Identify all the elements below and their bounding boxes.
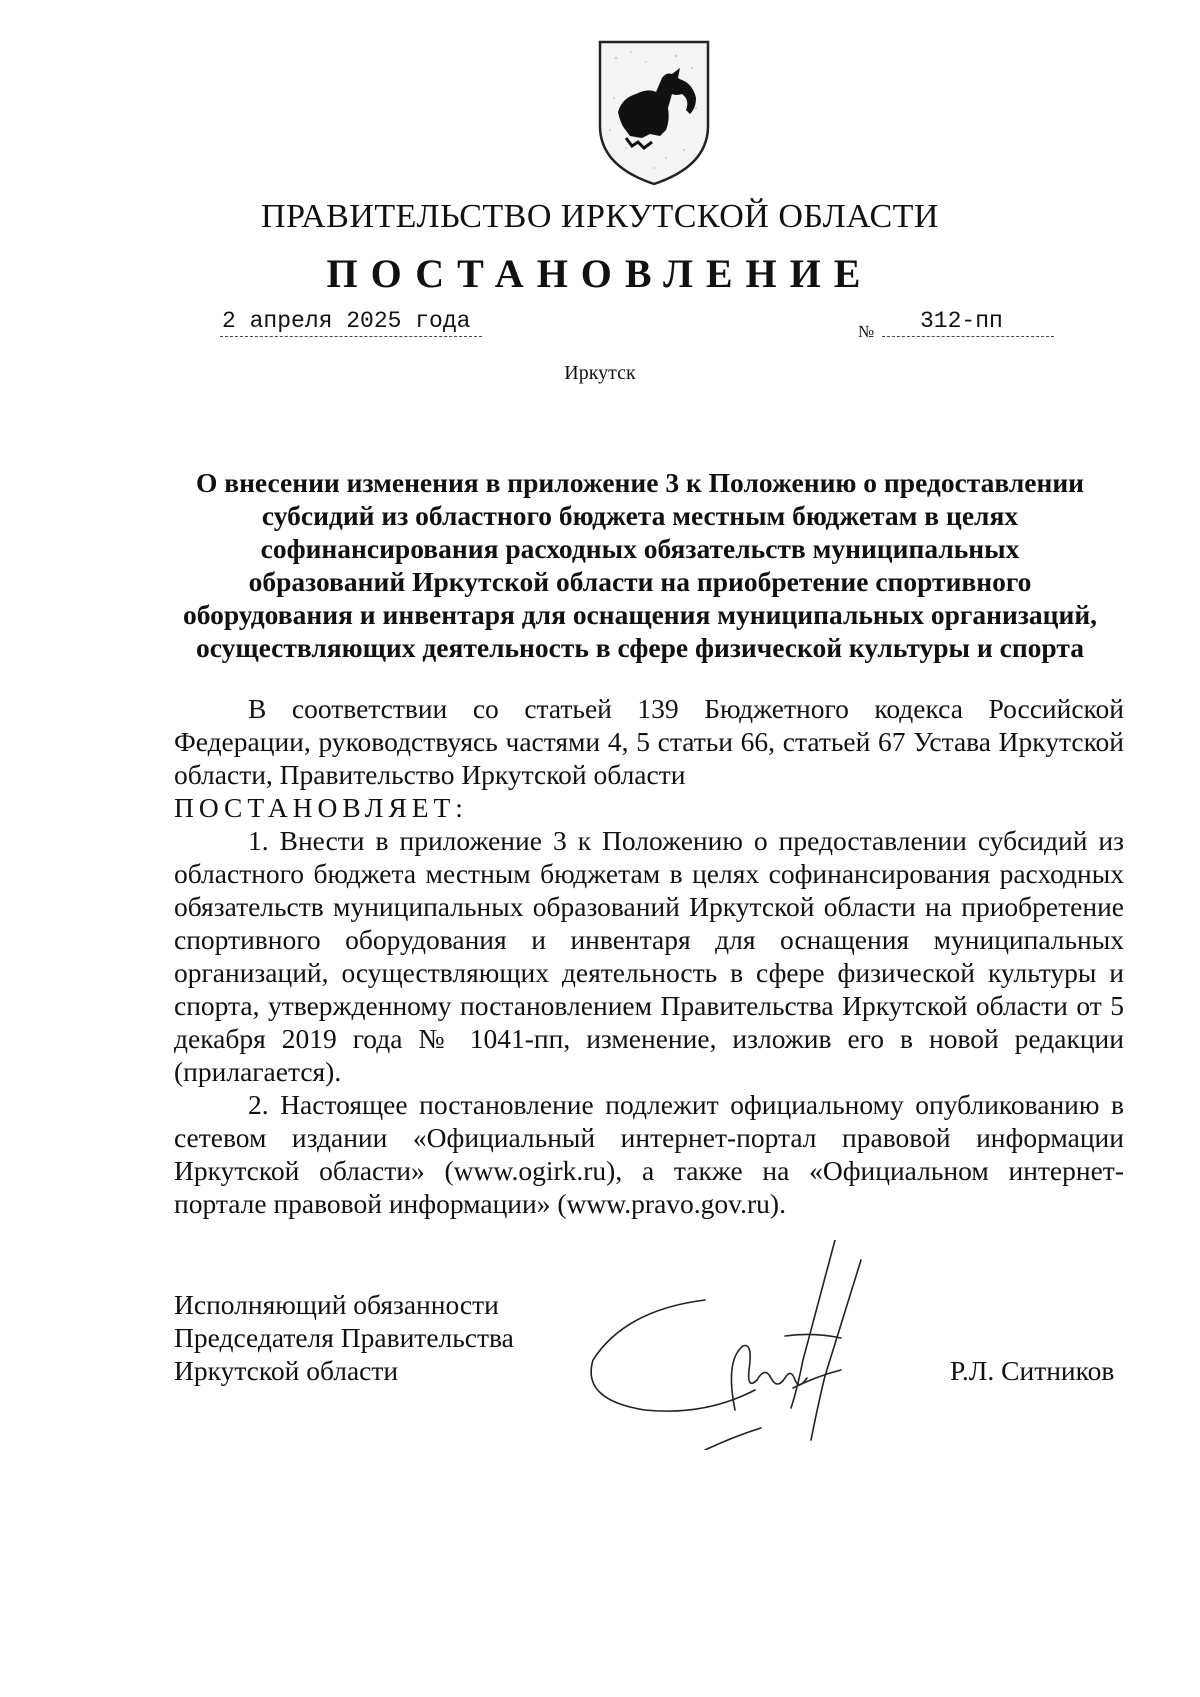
heading-line: О внесении изменения в приложение 3 к Положению о предоставлении [195, 467, 1085, 498]
document-number-label: № [858, 322, 875, 341]
signatory-name: Р.Л. Ситников [950, 1355, 1115, 1386]
signatory-position [174, 1288, 514, 1387]
position-line: Председателя Правительства [174, 1322, 514, 1353]
document-type: ПОСТАНОВЛЕНИЕ [326, 251, 874, 296]
heading-line: осуществляющих деятельность в сфере физической культуры и спорта [196, 632, 1084, 663]
position-line: Иркутской области [174, 1355, 399, 1386]
irkutsk-coat-of-arms-icon [596, 38, 712, 188]
item-1-paragraph: 1. Внести в приложение 3 к Положению о предоставлении субсидий из областного бюджета местным бюджетам в целях софинансирования расходных обязательств муниципальных образований Иркутской области на приобретение спортивного оборудования и инвентаря для оснащения муниципальных организаций, осуществляющих деятельность в сфере физической культуры и спорта, утвержденному постановлением Правительства Иркутской области от 5 декабря 2019 года № 1041-пп, изменение, изложив его в новой редакции (прилагается). [174, 825, 1124, 1087]
handwritten-signature [585, 1240, 925, 1450]
preamble-paragraph: В соответствии со статьей 139 Бюджетного кодекса Российской Федерации, руководствуясь частями 4, 5 статьи 66, статьей 67 Устава Иркутской области, Правительство Иркутской области [174, 693, 1124, 790]
heading-line: софинансирования расходных обязательств муниципальных [260, 533, 1020, 564]
government-title: ПРАВИТЕЛЬСТВО ИРКУТСКОЙ ОБЛАСТИ [261, 198, 939, 235]
document-heading [165, 466, 1115, 664]
position-line: Исполняющий обязанности [174, 1289, 499, 1320]
document-date: 2 апреля 2025 года [220, 308, 482, 337]
heading-line: оборудования и инвентаря для оснащения муниципальных организаций, [182, 599, 1098, 630]
document-number: 312-пп [882, 308, 1054, 337]
document-city: Иркутск [564, 362, 636, 384]
document-body [174, 692, 1124, 1220]
item-2-paragraph: 2. Настоящее постановление подлежит официальному опубликованию в сетевом издании «Официальный интернет-портал правовой информации Иркутской области» (www.ogirk.ru), а также на «Официальном интернет-портале правовой информации» (www.pravo.gov.ru). [174, 1089, 1124, 1219]
decree-word: ПОСТАНОВЛЯЕТ: [174, 792, 468, 823]
heading-line: образований Иркутской области на приобретение спортивного [248, 566, 1032, 597]
heading-line: субсидий из областного бюджета местным бюджетам в целях [261, 500, 1019, 531]
